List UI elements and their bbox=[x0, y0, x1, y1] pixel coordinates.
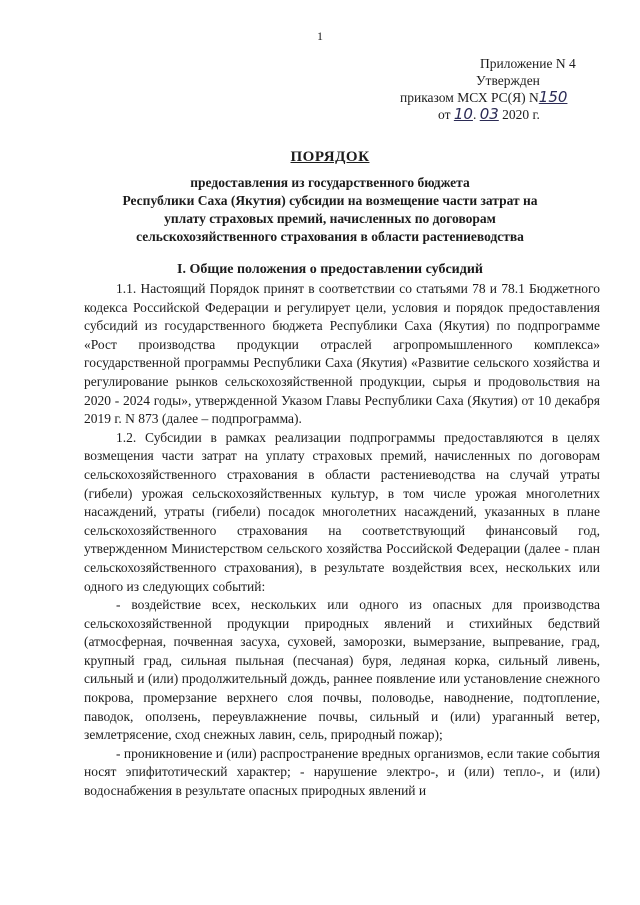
approval-stamp-block bbox=[400, 55, 576, 123]
date-year: 2020 г. bbox=[502, 107, 540, 122]
document-title bbox=[60, 148, 600, 246]
order-prefix: приказом МСХ РС(Я) N bbox=[400, 90, 539, 105]
section-heading: I. Общие положения о предоставлении субсидий bbox=[177, 262, 483, 277]
order-line bbox=[400, 89, 576, 106]
paragraph-1-2: 1.2. Субсидии в рамках реализации подпрограммы предоставляются в целях возмещения части затрат на уплату страховых премий, начисленных по договорам сельскохозяйственного страхования в области растениеводства на случай утраты (гибели) урожая сельскохозяйственных культур, в том числе урожая многолетних насаждений, утраты (гибели) посадок многолетних насаждений, указанных в плане сельскохозяйственного страхования на соответствующий финансовый год, утвержденном Министерством сельского хозяйства Российской Федерации (далее - план сельскохозяйственного страхования), в результате воздействия всех, нескольких или одного из следующих событий: bbox=[84, 429, 600, 594]
paragraph-list-item: - воздействие всех, нескольких или одного из опасных для производства сельскохозяйственной продукции природных явлений и стихийных бедствий (атмосферная, почвенная засуха, суховей, заморозки, вымерзание, выпревание, град, крупный град, сильная пыльная (песчаная) буря, ледяная корка, сильный ливень, сильный и (или) продолжительный дождь, раннее появление или установление снежного покрова, промерзание верхнего слоя почвы, половодье, наводнение, подтопление, паводок, оползень, переувлажнение почвы, сильный и (или) ураганный ветер, землетрясение, сход снежных лавин, сель, природный пожар); bbox=[84, 597, 600, 743]
title-line: уплату страховых премий, начисленных по договорам bbox=[164, 211, 496, 226]
date-prefix: от bbox=[438, 107, 451, 122]
paragraph-1-1: 1.1. Настоящий Порядок принят в соответствии со статьями 78 и 78.1 Бюджетного кодекса Российской Федерации и регулирует цели, условия и порядок предоставления субсидий из государственного бюджета Республики Саха (Якутия) по подпрограмме «Рост производства продукции отраслей агропромышленного комплекса» государственной программы Республики Саха (Якутия) «Развитие сельского хозяйства и регулирование рынков сельскохозяйственной продукции, сырья и продовольствия на 2020 - 2024 годы», утвержденной Указом Главы Республики Саха (Якутия) от 10 декабря 2019 г. N 873 (далее – подпрограмма). bbox=[84, 281, 600, 427]
title-main: ПОРЯДОК bbox=[290, 149, 370, 165]
title-line: предоставления из государственного бюджета bbox=[190, 175, 470, 190]
approved-label: Утвержден bbox=[476, 73, 540, 88]
date-day-handwritten: 10 bbox=[453, 105, 473, 123]
title-line: сельскохозяйственного страхования в области растениеводства bbox=[136, 229, 524, 244]
page-number: 1 bbox=[317, 29, 323, 43]
date-line: от 10. 03 2020 г. bbox=[438, 105, 540, 123]
date-month-handwritten: 03 bbox=[479, 105, 499, 123]
paragraph-list-item: - проникновение и (или) распространение вредных организмов, если такие события носят эпифитотический характер; - нарушение электро-, и (или) тепло-, и (или) водоснабжения в результате опасных природных явлений и bbox=[84, 745, 600, 799]
title-line: Республики Саха (Якутия) субсидии на возмещение части затрат на bbox=[122, 193, 538, 208]
appendix-label: Приложение N 4 bbox=[480, 56, 576, 71]
order-number-handwritten: 150 bbox=[538, 88, 568, 106]
document-body bbox=[84, 280, 600, 801]
